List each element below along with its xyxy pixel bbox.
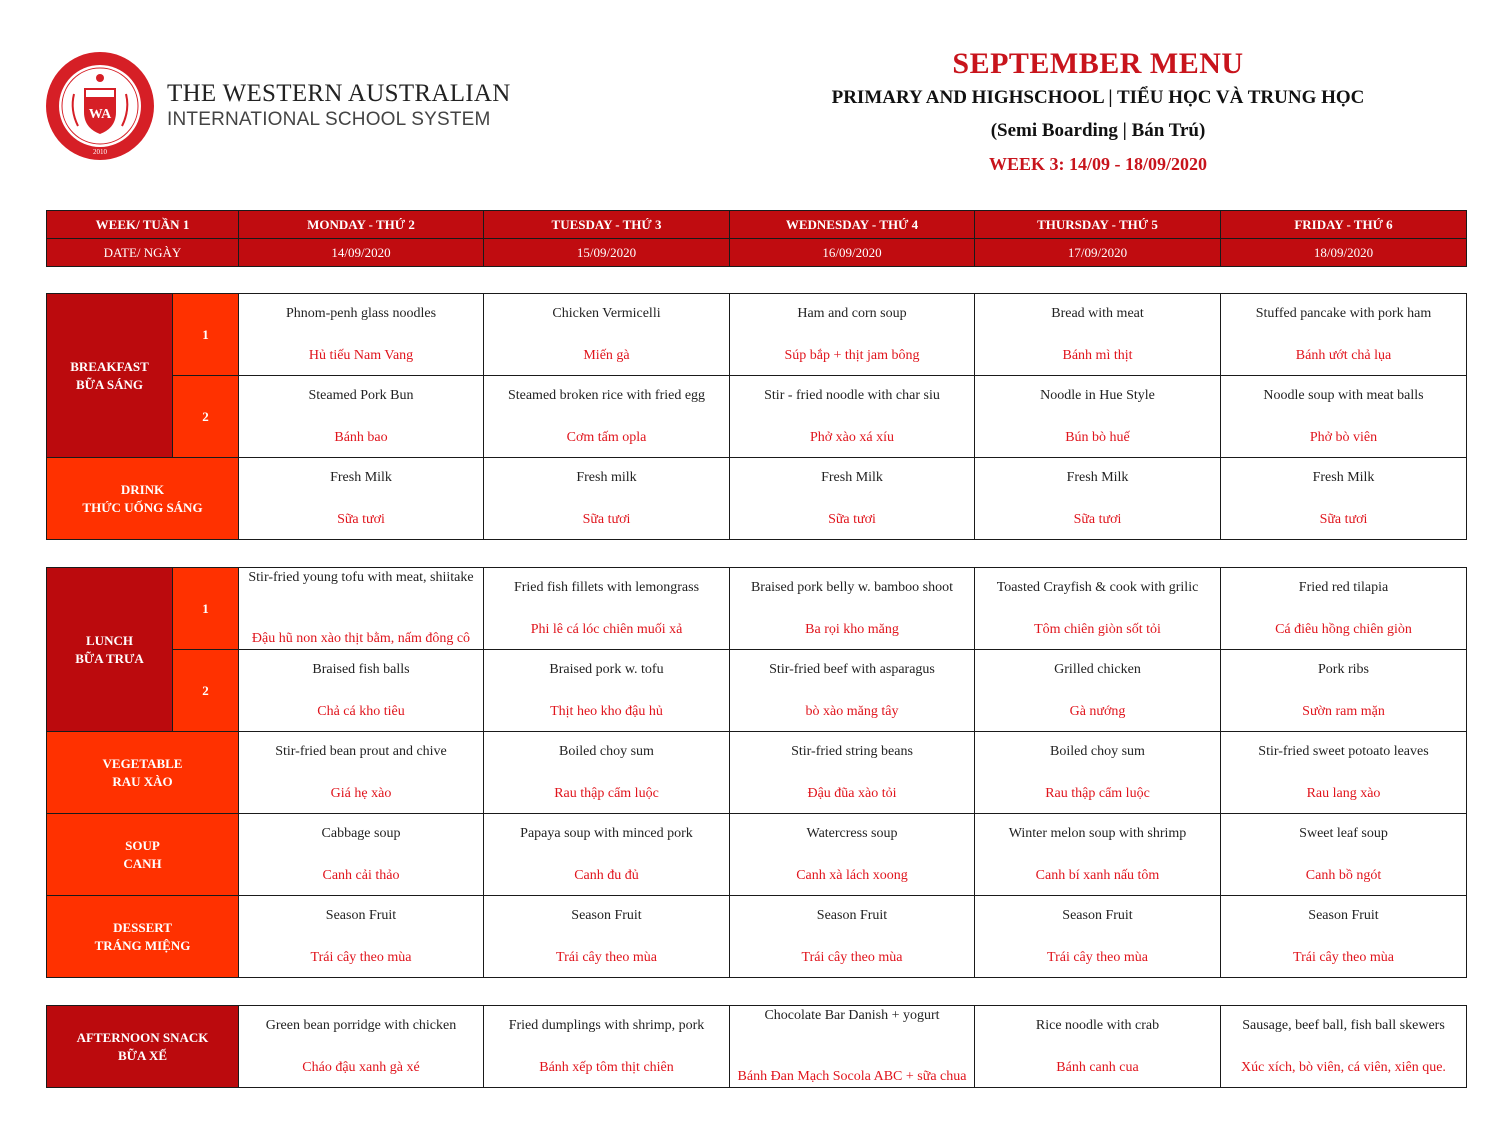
menu-cell (239, 732, 484, 814)
dish-en: Ham and corn soup (797, 306, 907, 321)
dish-en: Stuffed pancake with pork ham (1255, 306, 1432, 321)
menu-cell (975, 896, 1221, 978)
logo-monogram: WA (88, 107, 112, 122)
dish-vi: Sữa tươi (1319, 512, 1368, 527)
day-header-thursday: THURSDAY - THỨ 5 (975, 211, 1221, 239)
dish-en: Winter melon soup with shrimp (1008, 826, 1187, 841)
menu-cell (1221, 376, 1467, 458)
dish-en: Braised pork w. tofu (549, 662, 664, 677)
menu-cell (730, 650, 975, 732)
dish-en: Noodle in Hue Style (1040, 388, 1155, 403)
date-thursday: 17/09/2020 (975, 239, 1221, 267)
dish-en: Fresh milk (576, 470, 637, 485)
menu-cell (730, 732, 975, 814)
lunch-row-2 (47, 650, 1467, 732)
dish-en: Season Fruit (1308, 908, 1379, 923)
dish-vi: Súp bắp + thịt jam bông (784, 348, 920, 363)
dish-en: Stir - fried noodle with char siu (764, 388, 940, 403)
date-label: DATE/ NGÀY (47, 239, 239, 267)
dish-vi: bò xào măng tây (805, 704, 899, 719)
menu-cell (239, 376, 484, 458)
dish-en: Fresh Milk (1066, 470, 1129, 485)
dish-vi: Xúc xích, bò viên, cá viên, xiên que. (1241, 1060, 1446, 1075)
dessert-row (47, 896, 1467, 978)
menu-cell (1221, 650, 1467, 732)
drink-category (47, 458, 239, 540)
dish-vi: Sữa tươi (1073, 512, 1122, 527)
menu-cell (975, 458, 1221, 540)
dish-en: Watercress soup (806, 826, 898, 841)
dish-en: Sausage, beef ball, fish ball skewers (1242, 1018, 1445, 1033)
dish-en: Green bean porridge with chicken (265, 1018, 457, 1033)
vegetable-category (47, 732, 239, 814)
dish-vi: Thịt heo kho đậu hủ (550, 704, 663, 719)
lunch-option-number: 2 (173, 650, 239, 732)
breakfast-label-vi: BỮA SÁNG (75, 376, 144, 392)
menu-cell (239, 458, 484, 540)
dish-en: Boiled choy sum (1050, 744, 1145, 759)
day-header-tuesday: TUESDAY - THỨ 3 (484, 211, 730, 239)
dish-vi: Canh bí xanh nấu tôm (1035, 868, 1160, 883)
menu-cell (1221, 568, 1467, 650)
dish-en: Fried dumplings with shrimp, pork (508, 1018, 705, 1033)
dish-en: Season Fruit (1062, 908, 1133, 923)
dates-row (47, 239, 1467, 267)
breakfast-row-1 (47, 294, 1467, 376)
date-monday: 14/09/2020 (239, 239, 484, 267)
snack-table (46, 1005, 1467, 1088)
vegetable-row (47, 732, 1467, 814)
breakfast-row-2 (47, 376, 1467, 458)
dish-vi: Rau lang xào (1306, 786, 1381, 801)
dish-vi: Phở bò viên (1309, 430, 1378, 445)
lunch-option-number: 1 (173, 568, 239, 650)
dish-vi: Chả cá kho tiêu (317, 704, 405, 719)
breakfast-option-number: 2 (173, 376, 239, 458)
title-block (800, 46, 1396, 176)
menu-cell (975, 568, 1221, 650)
breakfast-table (46, 293, 1467, 540)
dish-en: Stir-fried young tofu with meat, shiitake (248, 570, 474, 585)
breakfast-category (47, 294, 173, 458)
dish-en: Boiled choy sum (559, 744, 654, 759)
date-friday: 18/09/2020 (1221, 239, 1467, 267)
lunch-row-1 (47, 568, 1467, 650)
menu-cell (239, 294, 484, 376)
dish-vi: Ba rọi kho măng (805, 622, 899, 637)
menu-cell (484, 294, 730, 376)
menu-cell (1221, 814, 1467, 896)
dish-en: Steamed Pork Bun (308, 388, 414, 403)
page-title: SEPTEMBER MENU (952, 47, 1244, 80)
menu-cell (730, 814, 975, 896)
dish-en: Toasted Crayfish & cook with grilic (996, 580, 1199, 595)
week-label: WEEK/ TUẦN 1 (47, 211, 239, 239)
dish-en: Noodle soup with meat balls (1263, 388, 1424, 403)
dish-vi: Canh đu đủ (574, 868, 639, 883)
dish-en: Season Fruit (325, 908, 397, 923)
menu-cell (484, 814, 730, 896)
menu-cell (975, 376, 1221, 458)
dish-en: Cabbage soup (321, 826, 401, 841)
dish-en: Grilled chicken (1054, 662, 1141, 677)
dish-vi: Canh xà lách xoong (796, 868, 908, 883)
dessert-category (47, 896, 239, 978)
menu-cell (975, 732, 1221, 814)
dish-vi: Canh bồ ngót (1305, 868, 1382, 883)
menu-cell (730, 568, 975, 650)
lunch-category (47, 568, 173, 732)
menu-cell (484, 650, 730, 732)
dish-en: Chocolate Bar Danish + yogurt (764, 1008, 940, 1023)
dish-en: Braised pork belly w. bamboo shoot (750, 580, 954, 595)
lunch-table (46, 567, 1467, 978)
dish-vi: Đậu đũa xào tỏi (807, 786, 897, 801)
dish-en: Papaya soup with minced pork (520, 826, 693, 841)
dessert-label-en: DESSERT (113, 919, 172, 935)
menu-cell (239, 650, 484, 732)
menu-cell (1221, 732, 1467, 814)
snack-category (47, 1006, 239, 1088)
vegetable-label-en: VEGETABLE (102, 755, 183, 771)
day-header-wednesday: WEDNESDAY - THỨ 4 (730, 211, 975, 239)
menu-week: WEEK 3: 14/09 - 18/09/2020 (988, 154, 1207, 174)
day-header-friday: FRIDAY - THỨ 6 (1221, 211, 1467, 239)
soup-row (47, 814, 1467, 896)
breakfast-option-number: 1 (173, 294, 239, 376)
menu-cell (484, 1006, 730, 1088)
menu-cell (484, 732, 730, 814)
dish-vi: Cơm tấm opla (566, 430, 647, 445)
dish-en: Sweet leaf soup (1299, 826, 1388, 841)
menu-cell (730, 1006, 975, 1088)
menu-cell (239, 814, 484, 896)
dish-en: Pork ribs (1318, 662, 1369, 677)
dish-vi: Đậu hũ non xào thịt bằm, nấm đông cô (251, 631, 471, 646)
day-header-monday: MONDAY - THỨ 2 (239, 211, 484, 239)
dish-vi: Cháo đậu xanh gà xé (302, 1060, 420, 1075)
dish-en: Fried red tilapia (1298, 580, 1389, 595)
date-wednesday: 16/09/2020 (730, 239, 975, 267)
menu-cell (730, 376, 975, 458)
dish-vi: Bánh mì thịt (1062, 348, 1133, 363)
dish-vi: Bánh xếp tôm thịt chiên (539, 1060, 674, 1075)
menu-cell (730, 294, 975, 376)
menu-cell (239, 568, 484, 650)
dish-en: Stir-fried bean prout and chive (275, 744, 447, 759)
school-name (167, 80, 511, 132)
dish-vi: Hủ tiếu Nam Vang (308, 348, 414, 363)
menu-cell (1221, 896, 1467, 978)
dish-vi: Miến gà (583, 348, 630, 363)
dish-en: Stir-fried beef with asparagus (769, 662, 935, 677)
drink-label-vi: THỨC UỐNG SÁNG (82, 499, 203, 515)
lunch-label-en: LUNCH (86, 632, 133, 648)
snack-label-vi: BỮA XẾ (118, 1047, 167, 1063)
menu-cell (484, 896, 730, 978)
dish-vi: Trái cây theo mùa (1047, 950, 1148, 965)
breakfast-label-en: BREAKFAST (70, 358, 149, 374)
drink-label-en: DRINK (120, 481, 165, 497)
dish-vi: Bánh canh cua (1056, 1060, 1139, 1075)
dish-vi: Sữa tươi (828, 512, 876, 527)
dish-en: Chicken Vermicelli (552, 306, 661, 321)
dish-vi: Sữa tươi (337, 512, 385, 527)
menu-cell (1221, 458, 1467, 540)
menu-cell (239, 1006, 484, 1088)
dish-en: Braised fish balls (312, 662, 410, 677)
menu-cell (484, 458, 730, 540)
menu-cell (1221, 294, 1467, 376)
lunch-label-vi: BỮA TRƯA (75, 650, 144, 666)
dish-vi: Rau thập cẩm luộc (1045, 786, 1150, 801)
soup-label-vi: CANH (123, 855, 162, 871)
school-name-line2: INTERNATIONAL SCHOOL SYSTEM (167, 109, 491, 130)
dish-vi: Bánh bao (334, 430, 388, 445)
school-name-line1: THE WESTERN AUSTRALIAN (167, 80, 511, 107)
dish-en: Season Fruit (816, 908, 888, 923)
dish-en: Stir-fried sweet potoato leaves (1258, 744, 1429, 759)
dish-vi: Trái cây theo mùa (1293, 950, 1394, 965)
menu-cell (484, 376, 730, 458)
menu-subtitle: PRIMARY AND HIGHSCHOOL | TIỂU HỌC VÀ TRUNG HỌC (831, 87, 1365, 108)
dish-en: Fresh Milk (330, 470, 392, 485)
dish-vi: Giá hẹ xào (330, 786, 392, 801)
dish-vi: Phở xào xá xíu (809, 430, 894, 445)
school-logo (44, 50, 156, 162)
dish-vi: Sữa tươi (582, 512, 631, 527)
menu-cell (730, 458, 975, 540)
menu-cell (239, 896, 484, 978)
dish-en: Fresh Milk (1312, 470, 1375, 485)
menu-cell (975, 814, 1221, 896)
drink-row (47, 458, 1467, 540)
days-row (47, 211, 1467, 239)
dish-vi: Cá điêu hồng chiên giòn (1275, 622, 1412, 637)
menu-cell (484, 568, 730, 650)
dish-en: Phnom-penh glass noodles (285, 306, 437, 321)
dish-en: Fresh Milk (821, 470, 883, 485)
menu-cell (975, 650, 1221, 732)
menu-cell (730, 896, 975, 978)
soup-category (47, 814, 239, 896)
date-tuesday: 15/09/2020 (484, 239, 730, 267)
dish-en: Rice noodle with crab (1035, 1018, 1160, 1033)
dish-vi: Bánh ướt chả lụa (1295, 348, 1392, 363)
dish-vi: Trái cây theo mùa (801, 950, 903, 965)
dish-vi: Canh cải thảo (322, 868, 400, 883)
dish-en: Steamed broken rice with fried egg (507, 388, 706, 403)
dish-vi: Bún bò huế (1065, 430, 1130, 445)
menu-cell (1221, 1006, 1467, 1088)
dish-en: Bread with meat (1051, 306, 1144, 321)
vegetable-label-vi: RAU XÀO (112, 773, 173, 789)
dish-vi: Trái cây theo mùa (310, 950, 412, 965)
dish-en: Season Fruit (571, 908, 642, 923)
dish-vi: Phi lê cá lóc chiên muối xả (530, 622, 683, 637)
dish-vi: Rau thập cẩm luộc (554, 786, 659, 801)
logo-year: 2010 (93, 148, 107, 156)
soup-label-en: SOUP (125, 837, 160, 853)
snack-row (47, 1006, 1467, 1088)
dish-en: Fried fish fillets with lemongrass (513, 580, 700, 595)
dish-vi: Bánh Đan Mạch Socola ABC + sữa chua (737, 1069, 967, 1084)
dish-vi: Tôm chiên giòn sốt tỏi (1034, 622, 1161, 637)
dish-vi: Sườn ram mặn (1302, 704, 1385, 719)
snack-label-en: AFTERNOON SNACK (76, 1029, 209, 1045)
menu-cell (975, 1006, 1221, 1088)
dish-vi: Trái cây theo mùa (556, 950, 657, 965)
dessert-label-vi: TRÁNG MIỆNG (94, 937, 191, 953)
menu-boarding-type: (Semi Boarding | Bán Trú) (990, 120, 1206, 141)
menu-cell (975, 294, 1221, 376)
dish-en: Stir-fried string beans (791, 744, 913, 759)
dish-vi: Gà nướng (1069, 704, 1126, 719)
days-header-table (46, 210, 1467, 267)
